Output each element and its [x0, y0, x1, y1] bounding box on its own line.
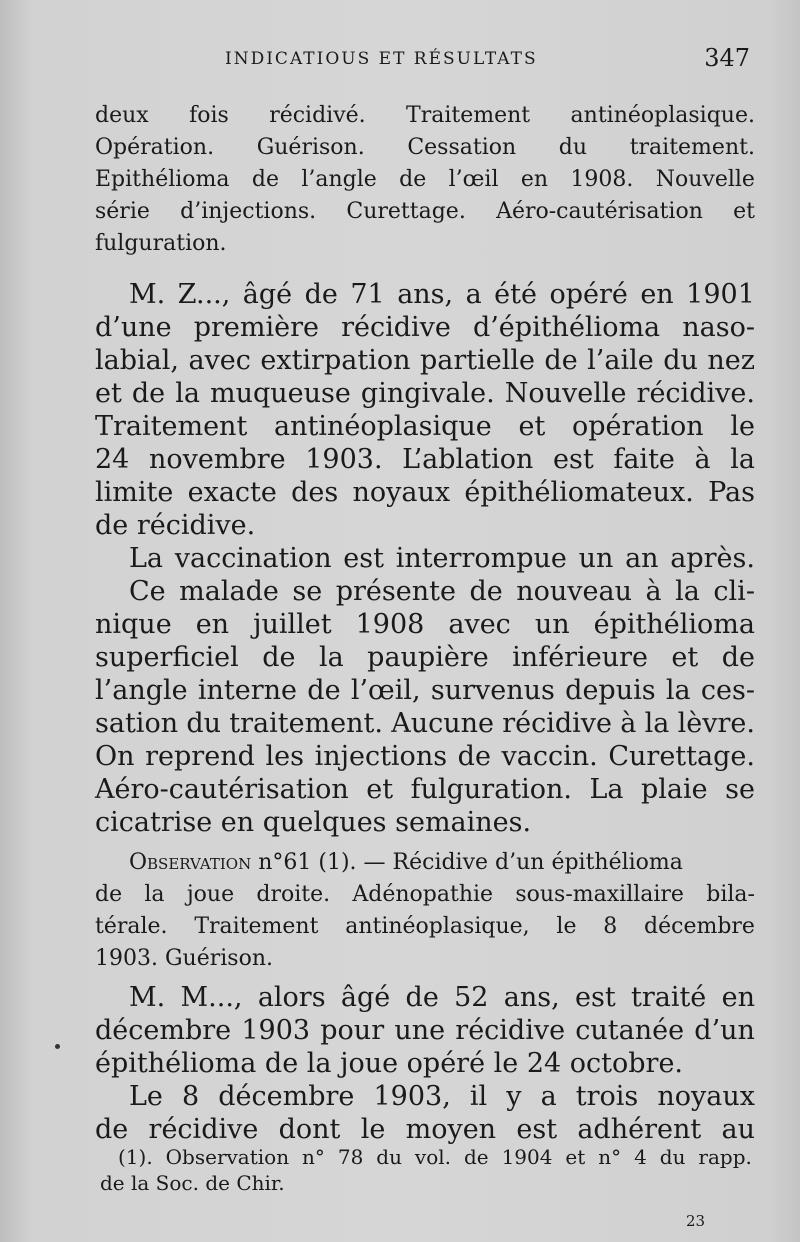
page-body	[95, 100, 755, 1146]
text-line: d’une première récidive d’épithélioma naso-	[95, 312, 755, 343]
text-line: épithélioma de la joue opéré le 24 octobre.	[95, 1048, 684, 1079]
margin-speck	[55, 1044, 60, 1049]
paragraph-case-m	[95, 981, 755, 1080]
text-line: série d’injections. Curettage. Aéro-cautérisation et	[95, 199, 755, 224]
text-line: et de la muqueuse gingivale. Nouvelle récidive.	[95, 378, 755, 409]
observation-heading-rest: n°61 (1). — Récidive d’un épithélioma	[258, 850, 683, 875]
text-line: Ce malade se présente de nouveau à la cli-	[129, 576, 755, 607]
paragraph-clinic-return	[95, 575, 755, 839]
text-line: Aéro-cautérisation et fulguration. La plaie se	[95, 774, 755, 805]
footnote	[100, 1144, 752, 1196]
paragraph-vaccination	[95, 542, 755, 575]
text-line: l’angle interne de l’œil, survenus depuis la ces-	[95, 675, 755, 706]
text-line: sation du traitement. Aucune récidive à la lèvre.	[95, 708, 755, 739]
paragraph-summary-1	[95, 100, 755, 260]
signature-mark: 23	[686, 1212, 706, 1230]
text-line: Le 8 décembre 1903, il y a trois noyaux	[129, 1081, 755, 1112]
text-line: térale. Traitement antinéoplasique, le 8 décembre	[95, 914, 755, 939]
text-line: Opération. Guérison. Cessation du traitement.	[95, 135, 755, 160]
observation-61-summary	[95, 847, 755, 975]
text-line: cicatrise en quelques semaines.	[95, 807, 532, 838]
text-line: M. M..., alors âgé de 52 ans, est traité en	[129, 982, 755, 1013]
text-line: M. Z..., âgé de 71 ans, a été opéré en 1901	[129, 279, 755, 310]
text-line: La vaccination est interrompue un an après.	[129, 543, 755, 574]
text-line: 1903. Guérison.	[95, 946, 273, 971]
text-line: limite exacte des noyaux épithéliomateux. Pas	[95, 477, 755, 508]
footnote-line: de la Soc. de Chir.	[100, 1171, 285, 1195]
text-line: nique en juillet 1908 avec un épithélioma	[95, 609, 755, 640]
text-line: Traitement antinéoplasique et opération le	[95, 411, 755, 442]
page-header	[95, 44, 750, 76]
page-number: 347	[704, 44, 750, 72]
running-head: INDICATIOUS ET RÉSULTATS	[225, 49, 538, 69]
text-line: décembre 1903 pour une récidive cutanée d’un	[95, 1015, 755, 1046]
footnote-line: (1). Observation n° 78 du vol. de 1904 et n° 4 du rapp.	[118, 1145, 752, 1169]
text-line: de la joue droite. Adénopathie sous-maxillaire bila-	[95, 882, 755, 907]
observation-label: Observation	[129, 850, 252, 875]
text-line: de récidive dont le moyen est adhérent au	[95, 1114, 755, 1145]
text-line: superficiel de la paupière inférieure et de	[95, 642, 755, 673]
text-line: On reprend les injections de vaccin. Curettage.	[95, 741, 755, 772]
text-line: 24 novembre 1903. L’ablation est faite à la	[95, 444, 755, 475]
paragraph-case-z	[95, 278, 755, 542]
text-line: fulguration.	[95, 231, 227, 256]
text-line: de récidive.	[95, 510, 256, 541]
text-line: labial, avec extirpation partielle de l’aile du nez	[95, 345, 755, 376]
text-line: deux fois récidivé. Traitement antinéoplasique.	[95, 103, 755, 128]
text-line: Epithélioma de l’angle de l’œil en 1908. Nouvelle	[95, 167, 755, 192]
observation-heading-line	[95, 847, 755, 879]
paragraph-nodules	[95, 1080, 755, 1146]
